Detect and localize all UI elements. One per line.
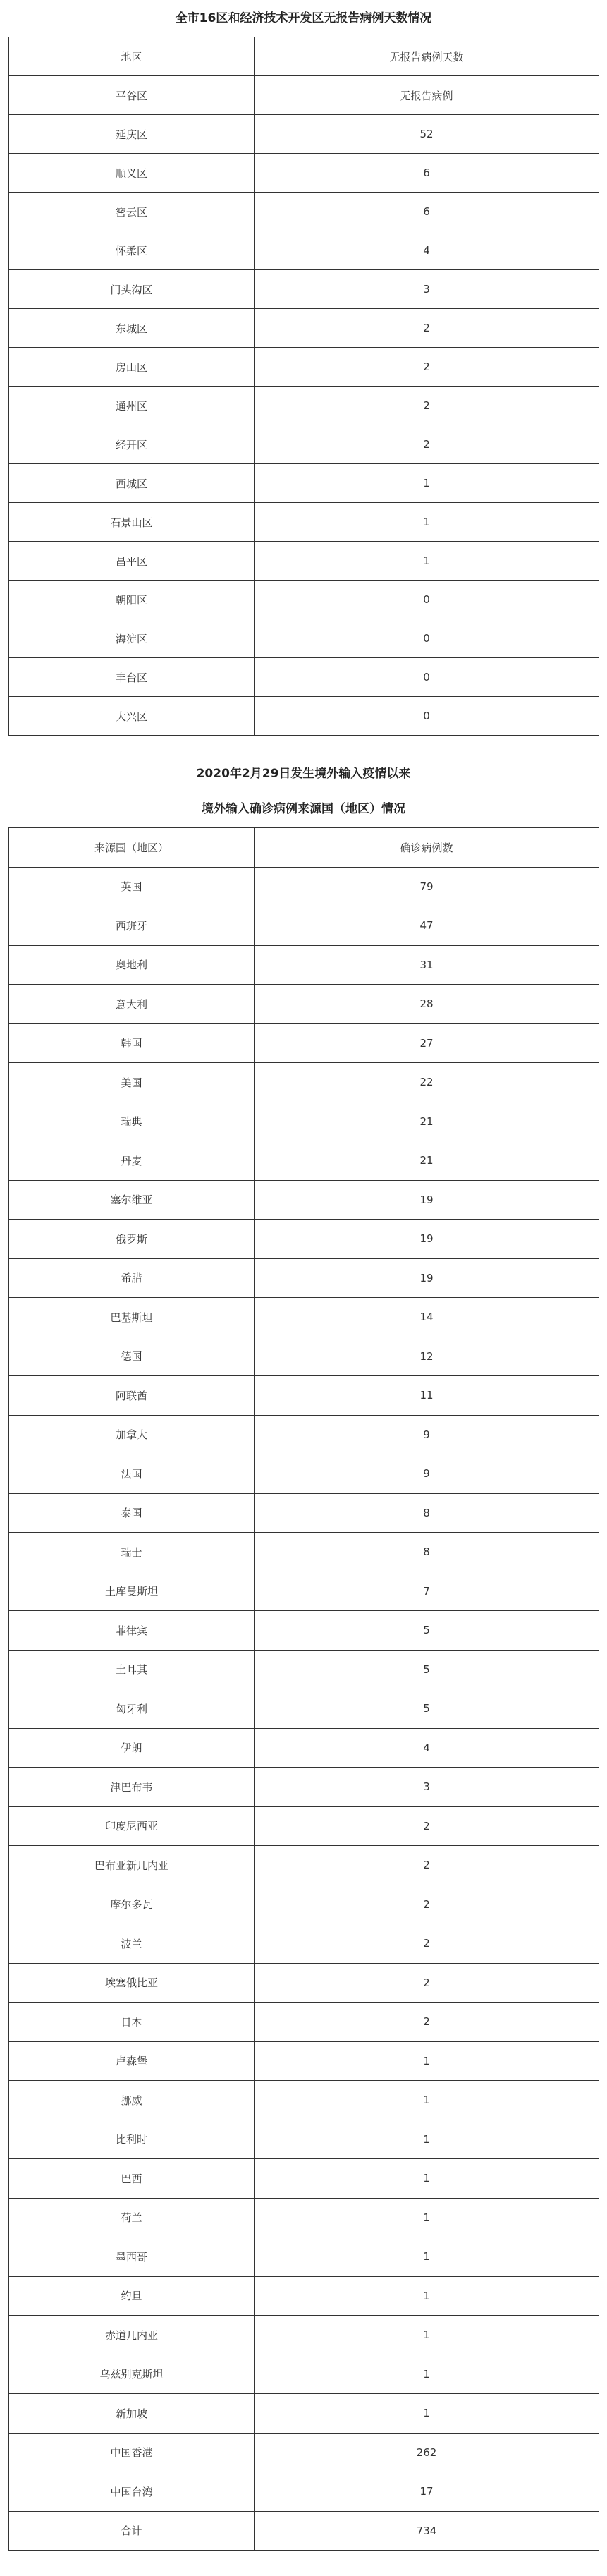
district-cell: 昌平区 bbox=[9, 542, 255, 581]
count-cell: 19 bbox=[255, 1220, 599, 1259]
days-cell: 0 bbox=[255, 697, 599, 736]
count-cell: 2 bbox=[255, 2003, 599, 2042]
table-row bbox=[9, 2159, 599, 2199]
district-cell: 怀柔区 bbox=[9, 231, 255, 270]
source-cell: 奥地利 bbox=[9, 945, 255, 985]
table-row bbox=[9, 2511, 599, 2551]
source-cell: 乌兹别克斯坦 bbox=[9, 2355, 255, 2394]
table-row bbox=[9, 2355, 599, 2394]
source-cell: 意大利 bbox=[9, 985, 255, 1024]
source-cell: 赤道几内亚 bbox=[9, 2316, 255, 2355]
count-cell: 19 bbox=[255, 1258, 599, 1298]
days-cell: 2 bbox=[255, 348, 599, 387]
table-row bbox=[9, 1572, 599, 1611]
count-cell: 28 bbox=[255, 985, 599, 1024]
days-cell: 0 bbox=[255, 658, 599, 697]
days-cell: 0 bbox=[255, 619, 599, 658]
source-cell: 约旦 bbox=[9, 2276, 255, 2316]
count-cell: 734 bbox=[255, 2511, 599, 2551]
source-cell: 伊朗 bbox=[9, 1728, 255, 1768]
table-row bbox=[9, 2394, 599, 2434]
count-cell: 1 bbox=[255, 2394, 599, 2434]
source-cell: 新加坡 bbox=[9, 2394, 255, 2434]
table-row bbox=[9, 231, 599, 270]
source-cell: 土耳其 bbox=[9, 1650, 255, 1689]
table-row bbox=[9, 1337, 599, 1376]
table-row bbox=[9, 1063, 599, 1102]
table-row bbox=[9, 309, 599, 348]
header-cell-district: 地区 bbox=[9, 37, 255, 76]
source-cell: 比利时 bbox=[9, 2120, 255, 2159]
table-row bbox=[9, 1768, 599, 1807]
table-row bbox=[9, 2433, 599, 2472]
table-row bbox=[9, 270, 599, 309]
table-header-row bbox=[9, 37, 599, 76]
imported-table-title bbox=[0, 757, 607, 827]
count-cell: 22 bbox=[255, 1063, 599, 1102]
table-row bbox=[9, 2472, 599, 2512]
count-cell: 1 bbox=[255, 2198, 599, 2237]
days-cell: 6 bbox=[255, 193, 599, 231]
source-cell: 卢森堡 bbox=[9, 2041, 255, 2081]
table-row bbox=[9, 1493, 599, 1533]
district-cell: 海淀区 bbox=[9, 619, 255, 658]
days-cell: 52 bbox=[255, 115, 599, 154]
table-row bbox=[9, 76, 599, 115]
district-cell: 密云区 bbox=[9, 193, 255, 231]
district-cell: 通州区 bbox=[9, 387, 255, 425]
district-no-case-table bbox=[8, 37, 599, 736]
count-cell: 8 bbox=[255, 1533, 599, 1572]
source-cell: 泰国 bbox=[9, 1493, 255, 1533]
district-cell: 平谷区 bbox=[9, 76, 255, 115]
district-cell: 经开区 bbox=[9, 425, 255, 464]
source-cell: 荷兰 bbox=[9, 2198, 255, 2237]
imported-table-title-line1: 2020年2月29日发生境外输入疫情以来 bbox=[196, 767, 411, 781]
days-cell: 1 bbox=[255, 503, 599, 542]
source-cell: 阿联酋 bbox=[9, 1376, 255, 1416]
district-table-title: 全市16区和经济技术开发区无报告病例天数情况 bbox=[175, 11, 432, 25]
table-row bbox=[9, 1023, 599, 1063]
days-cell: 无报告病例 bbox=[255, 76, 599, 115]
days-cell: 0 bbox=[255, 581, 599, 619]
table-row bbox=[9, 1533, 599, 1572]
table-row bbox=[9, 348, 599, 387]
source-cell: 日本 bbox=[9, 2003, 255, 2042]
source-cell: 埃塞俄比亚 bbox=[9, 1963, 255, 2003]
source-cell: 塞尔维亚 bbox=[9, 1180, 255, 1220]
source-cell: 法国 bbox=[9, 1454, 255, 1494]
source-cell: 印度尼西亚 bbox=[9, 1806, 255, 1846]
table-row bbox=[9, 1924, 599, 1964]
count-cell: 2 bbox=[255, 1963, 599, 2003]
count-cell: 31 bbox=[255, 945, 599, 985]
count-cell: 8 bbox=[255, 1493, 599, 1533]
days-cell: 1 bbox=[255, 464, 599, 503]
table-row bbox=[9, 1728, 599, 1768]
table-row bbox=[9, 658, 599, 697]
source-cell: 中国香港 bbox=[9, 2433, 255, 2472]
count-cell: 5 bbox=[255, 1611, 599, 1651]
source-cell: 瑞士 bbox=[9, 1533, 255, 1572]
table-row bbox=[9, 2081, 599, 2120]
days-cell: 4 bbox=[255, 231, 599, 270]
days-cell: 2 bbox=[255, 425, 599, 464]
table-row bbox=[9, 464, 599, 503]
district-cell: 房山区 bbox=[9, 348, 255, 387]
source-cell: 匈牙利 bbox=[9, 1689, 255, 1729]
source-cell: 波兰 bbox=[9, 1924, 255, 1964]
count-cell: 2 bbox=[255, 1885, 599, 1924]
source-cell: 墨西哥 bbox=[9, 2237, 255, 2277]
imported-case-source-table bbox=[8, 827, 599, 2551]
count-cell: 1 bbox=[255, 2041, 599, 2081]
table-row bbox=[9, 1963, 599, 2003]
source-cell: 英国 bbox=[9, 867, 255, 906]
count-cell: 14 bbox=[255, 1298, 599, 1337]
table-row bbox=[9, 154, 599, 193]
count-cell: 5 bbox=[255, 1650, 599, 1689]
district-cell: 门头沟区 bbox=[9, 270, 255, 309]
count-cell: 1 bbox=[255, 2276, 599, 2316]
district-cell: 朝阳区 bbox=[9, 581, 255, 619]
table-row bbox=[9, 1846, 599, 1885]
count-cell: 2 bbox=[255, 1806, 599, 1846]
table-row bbox=[9, 867, 599, 906]
table-row bbox=[9, 2041, 599, 2081]
district-cell: 丰台区 bbox=[9, 658, 255, 697]
count-cell: 1 bbox=[255, 2237, 599, 2277]
count-cell: 1 bbox=[255, 2316, 599, 2355]
header-cell-days: 无报告病例天数 bbox=[255, 37, 599, 76]
count-cell: 5 bbox=[255, 1689, 599, 1729]
table-row bbox=[9, 1806, 599, 1846]
source-cell: 德国 bbox=[9, 1337, 255, 1376]
count-cell: 1 bbox=[255, 2120, 599, 2159]
count-cell: 2 bbox=[255, 1924, 599, 1964]
table-row bbox=[9, 1298, 599, 1337]
days-cell: 2 bbox=[255, 387, 599, 425]
source-cell: 中国台湾 bbox=[9, 2472, 255, 2512]
count-cell: 262 bbox=[255, 2433, 599, 2472]
district-cell: 石景山区 bbox=[9, 503, 255, 542]
table-row bbox=[9, 1258, 599, 1298]
source-cell: 丹麦 bbox=[9, 1141, 255, 1181]
count-cell: 2 bbox=[255, 1846, 599, 1885]
table-row bbox=[9, 2237, 599, 2277]
source-cell: 巴基斯坦 bbox=[9, 1298, 255, 1337]
table-row bbox=[9, 619, 599, 658]
days-cell: 6 bbox=[255, 154, 599, 193]
district-cell: 大兴区 bbox=[9, 697, 255, 736]
count-cell: 27 bbox=[255, 1023, 599, 1063]
table-row bbox=[9, 697, 599, 736]
table-row bbox=[9, 1689, 599, 1729]
table-row bbox=[9, 2316, 599, 2355]
count-cell: 21 bbox=[255, 1102, 599, 1141]
count-cell: 7 bbox=[255, 1572, 599, 1611]
table-header-row bbox=[9, 828, 599, 868]
count-cell: 9 bbox=[255, 1454, 599, 1494]
table-row bbox=[9, 1885, 599, 1924]
table-row bbox=[9, 581, 599, 619]
source-cell: 津巴布韦 bbox=[9, 1768, 255, 1807]
district-cell: 顺义区 bbox=[9, 154, 255, 193]
count-cell: 21 bbox=[255, 1141, 599, 1181]
table-row bbox=[9, 1611, 599, 1651]
source-cell: 希腊 bbox=[9, 1258, 255, 1298]
table-row bbox=[9, 985, 599, 1024]
header-cell-count: 确诊病例数 bbox=[255, 828, 599, 868]
imported-table-title-line2: 境外输入确诊病例来源国（地区）情况 bbox=[202, 802, 405, 816]
table-row bbox=[9, 425, 599, 464]
table-row bbox=[9, 1454, 599, 1494]
source-cell: 加拿大 bbox=[9, 1415, 255, 1454]
source-cell: 摩尔多瓦 bbox=[9, 1885, 255, 1924]
count-cell: 1 bbox=[255, 2081, 599, 2120]
table-row bbox=[9, 906, 599, 946]
table-row bbox=[9, 1141, 599, 1181]
table-row bbox=[9, 387, 599, 425]
source-cell: 土库曼斯坦 bbox=[9, 1572, 255, 1611]
table-row bbox=[9, 115, 599, 154]
header-cell-source: 来源国（地区） bbox=[9, 828, 255, 868]
source-cell: 巴布亚新几内亚 bbox=[9, 1846, 255, 1885]
table-row bbox=[9, 2003, 599, 2042]
table-row bbox=[9, 1102, 599, 1141]
count-cell: 9 bbox=[255, 1415, 599, 1454]
table-row bbox=[9, 1650, 599, 1689]
source-cell: 美国 bbox=[9, 1063, 255, 1102]
table-row bbox=[9, 503, 599, 542]
count-cell: 79 bbox=[255, 867, 599, 906]
district-cell: 东城区 bbox=[9, 309, 255, 348]
count-cell: 19 bbox=[255, 1180, 599, 1220]
source-cell: 巴西 bbox=[9, 2159, 255, 2199]
days-cell: 1 bbox=[255, 542, 599, 581]
source-cell: 菲律宾 bbox=[9, 1611, 255, 1651]
table-row bbox=[9, 2120, 599, 2159]
count-cell: 12 bbox=[255, 1337, 599, 1376]
table-row bbox=[9, 1220, 599, 1259]
days-cell: 3 bbox=[255, 270, 599, 309]
source-cell: 挪威 bbox=[9, 2081, 255, 2120]
count-cell: 3 bbox=[255, 1768, 599, 1807]
count-cell: 47 bbox=[255, 906, 599, 946]
table-row bbox=[9, 2198, 599, 2237]
table-row bbox=[9, 1415, 599, 1454]
count-cell: 1 bbox=[255, 2355, 599, 2394]
count-cell: 11 bbox=[255, 1376, 599, 1416]
source-cell: 韩国 bbox=[9, 1023, 255, 1063]
table-row bbox=[9, 1376, 599, 1416]
source-cell: 合计 bbox=[9, 2511, 255, 2551]
district-cell: 延庆区 bbox=[9, 115, 255, 154]
table-row bbox=[9, 2276, 599, 2316]
days-cell: 2 bbox=[255, 309, 599, 348]
table-row bbox=[9, 542, 599, 581]
district-cell: 西城区 bbox=[9, 464, 255, 503]
table-row bbox=[9, 193, 599, 231]
table-row bbox=[9, 945, 599, 985]
count-cell: 4 bbox=[255, 1728, 599, 1768]
count-cell: 17 bbox=[255, 2472, 599, 2512]
source-cell: 俄罗斯 bbox=[9, 1220, 255, 1259]
count-cell: 1 bbox=[255, 2159, 599, 2199]
source-cell: 西班牙 bbox=[9, 906, 255, 946]
source-cell: 瑞典 bbox=[9, 1102, 255, 1141]
table-row bbox=[9, 1180, 599, 1220]
